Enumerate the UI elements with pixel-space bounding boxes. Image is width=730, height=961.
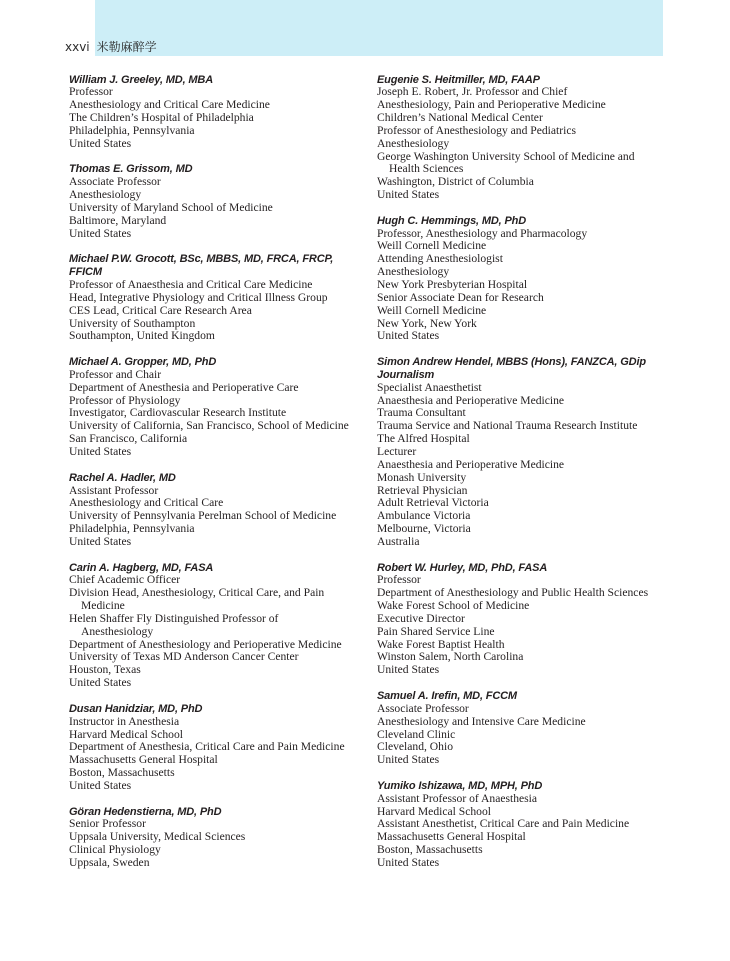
book-title: 米勒麻醉学 bbox=[96, 40, 157, 54]
contributor-affiliation-line: Anaesthesia and Perioperative Medicine bbox=[377, 457, 565, 471]
contributor-affiliation-line: Division Head, Anesthesiology, Critical Care, and Pain bbox=[69, 586, 325, 600]
contributor-affiliation-line: New York Presbyterian Hospital bbox=[377, 278, 528, 291]
contributor-affiliation-line: Anesthesiology and Critical Care bbox=[69, 496, 224, 510]
contributor-affiliation-line: San Francisco, California bbox=[69, 432, 188, 446]
contributor-affiliation-line: Senior Professor bbox=[69, 817, 146, 831]
contributor-entry bbox=[377, 356, 648, 549]
contributor-affiliation-line: Anesthesiology bbox=[377, 136, 450, 150]
contributor-entry bbox=[69, 806, 349, 870]
contributor-entry bbox=[377, 215, 648, 343]
contributor-affiliation-line: Department of Anesthesia and Perioperative Care bbox=[69, 380, 299, 394]
contributors-left-column bbox=[69, 74, 349, 883]
contributor-name: Dusan Hanidziar, MD, PhD bbox=[69, 702, 203, 715]
contributor-affiliation-line: Philadelphia, Pennsylvania bbox=[69, 123, 195, 137]
contributor-name: Simon Andrew Hendel, MBBS (Hons), FANZCA, GDip bbox=[377, 356, 646, 369]
contributor-affiliation-line: Ambulance Victoria bbox=[377, 509, 471, 523]
contributor-name: Thomas E. Grissom, MD bbox=[69, 163, 193, 176]
contributor-affiliation-line: Adult Retrieval Victoria bbox=[377, 496, 489, 510]
contributor-affiliation-line: Assistant Anesthetist, Critical Care and Pain Medicine bbox=[377, 817, 630, 831]
contributor-affiliation-line: Anesthesiology and Critical Care Medicine bbox=[69, 98, 270, 112]
contributor-affiliation-line: Professor, Anesthesiology and Pharmacology bbox=[377, 226, 588, 240]
contributor-entry bbox=[377, 74, 648, 202]
contributor-affiliation-line: Department of Anesthesiology and Perioperative Medicine bbox=[69, 637, 342, 651]
contributor-affiliation-line: Anesthesiology bbox=[81, 624, 154, 638]
contributor-entry bbox=[377, 690, 648, 767]
contributor-affiliation-line: Uppsala University, Medical Sciences bbox=[69, 830, 246, 844]
contributor-affiliation-line: Winston Salem, North Carolina bbox=[377, 650, 524, 664]
contributor-affiliation-line: Anesthesiology bbox=[69, 188, 142, 202]
contributor-affiliation-line: Baltimore, Maryland bbox=[69, 213, 167, 227]
contributor-affiliation-line: Cleveland Clinic bbox=[377, 727, 456, 741]
contributor-affiliation-line: United States bbox=[69, 136, 132, 150]
contributor-affiliation-line: Anesthesiology bbox=[377, 265, 450, 279]
contributor-affiliation-line: Professor of Anaesthesia and Critical Care Medicine bbox=[69, 278, 313, 291]
contributor-affiliation-line: Weill Cornell Medicine bbox=[377, 303, 487, 317]
contributor-affiliation-line: Joseph E. Robert, Jr. Professor and Chief bbox=[377, 85, 568, 99]
contributor-affiliation-line: Pain Shared Service Line bbox=[377, 624, 495, 638]
contributor-affiliation-line: University of Southampton bbox=[69, 316, 196, 330]
contributor-affiliation-line: Attending Anesthesiologist bbox=[377, 252, 503, 266]
contributor-affiliation-line: Cleveland, Ohio bbox=[377, 740, 453, 754]
contributor-affiliation-line: Massachusetts General Hospital bbox=[69, 753, 218, 767]
contributor-entry bbox=[69, 74, 349, 151]
contributor-affiliation-line: Houston, Texas bbox=[69, 663, 141, 677]
contributor-affiliation-line: Monash University bbox=[377, 470, 467, 484]
contributor-name: Robert W. Hurley, MD, PhD, FASA bbox=[377, 561, 548, 574]
contributor-affiliation-line: University of Texas MD Anderson Cancer Center bbox=[69, 650, 299, 664]
contributor-affiliation-line: Senior Associate Dean for Research bbox=[377, 290, 544, 304]
contributor-entry bbox=[69, 472, 349, 549]
contributor-affiliation-line: The Children’s Hospital of Philadelphia bbox=[69, 111, 254, 125]
contributor-affiliation-line: United States bbox=[69, 444, 132, 458]
contributor-entry bbox=[69, 356, 349, 459]
contributor-name: FFICM bbox=[69, 266, 102, 279]
contributor-affiliation-line: Harvard Medical School bbox=[69, 727, 183, 741]
contributor-entry bbox=[377, 780, 648, 870]
contributor-affiliation-line: United States bbox=[377, 329, 440, 343]
contributor-affiliation-line: Associate Professor bbox=[69, 175, 161, 189]
contributor-name: Journalism bbox=[377, 368, 435, 381]
contributor-affiliation-line: Harvard Medical School bbox=[377, 804, 491, 818]
contributor-entry bbox=[69, 253, 349, 343]
contributor-affiliation-line: Boston, Massachusetts bbox=[377, 843, 483, 857]
contributor-affiliation-line: United States bbox=[69, 534, 132, 548]
contributor-affiliation-line: Children’s National Medical Center bbox=[377, 111, 543, 125]
contributor-affiliation-line: Anesthesiology and Intensive Care Medicine bbox=[377, 714, 586, 728]
contributor-entry bbox=[69, 562, 349, 690]
running-header bbox=[65, 39, 157, 55]
contributor-name: Göran Hedenstierna, MD, PhD bbox=[69, 805, 222, 818]
contributor-affiliation-line: Uppsala, Sweden bbox=[69, 855, 150, 869]
contributor-affiliation-line: Trauma Service and National Trauma Research Institute bbox=[377, 419, 638, 433]
contributor-affiliation-line: Assistant Professor of Anaesthesia bbox=[377, 791, 538, 805]
contributor-affiliation-line: United States bbox=[377, 663, 440, 677]
contributor-name: Eugenie S. Heitmiller, MD, FAAP bbox=[377, 73, 540, 86]
page-number: xxvi bbox=[65, 40, 90, 54]
contributor-affiliation-line: United States bbox=[69, 676, 132, 690]
contributor-affiliation-line: CES Lead, Critical Care Research Area bbox=[69, 303, 252, 317]
contributor-affiliation-line: Professor bbox=[377, 573, 421, 587]
contributor-affiliation-line: Specialist Anaesthetist bbox=[377, 380, 482, 394]
contributor-affiliation-line: Melbourne, Victoria bbox=[377, 522, 471, 536]
contributor-affiliation-line: United States bbox=[377, 753, 440, 767]
contributor-affiliation-line: Weill Cornell Medicine bbox=[377, 239, 487, 253]
contributor-affiliation-line: Investigator, Cardiovascular Research Institute bbox=[69, 406, 287, 420]
contributor-affiliation-line: Boston, Massachusetts bbox=[69, 766, 175, 780]
contributor-affiliation-line: Medicine bbox=[81, 599, 125, 613]
contributor-affiliation-line: Professor and Chair bbox=[69, 367, 162, 381]
contributor-affiliation-line: Professor of Physiology bbox=[69, 393, 181, 407]
contributor-affiliation-line: Chief Academic Officer bbox=[69, 573, 181, 587]
contributor-affiliation-line: Clinical Physiology bbox=[69, 843, 161, 857]
contributor-affiliation-line: The Alfred Hospital bbox=[377, 432, 470, 446]
contributor-affiliation-line: Anaesthesia and Perioperative Medicine bbox=[377, 393, 565, 407]
contributor-entry bbox=[377, 562, 648, 678]
contributor-name: Carin A. Hagberg, MD, FASA bbox=[69, 561, 214, 574]
contributor-affiliation-line: United States bbox=[377, 188, 440, 202]
contributor-name: Yumiko Ishizawa, MD, MPH, PhD bbox=[377, 779, 543, 792]
contributor-entry bbox=[69, 703, 349, 793]
contributor-affiliation-line: Department of Anesthesia, Critical Care and Pain Medicine bbox=[69, 740, 345, 754]
contributor-name: Michael P.W. Grocott, BSc, MBBS, MD, FRCA, FRCP, bbox=[69, 253, 334, 266]
contributors-right-column bbox=[377, 74, 648, 883]
contributor-affiliation-line: Anesthesiology, Pain and Perioperative Medicine bbox=[377, 98, 606, 112]
contributor-name: Michael A. Gropper, MD, PhD bbox=[69, 356, 217, 369]
contributor-name: Hugh C. Hemmings, MD, PhD bbox=[377, 214, 527, 227]
contributor-affiliation-line: Australia bbox=[377, 534, 420, 548]
contributor-affiliation-line: Wake Forest School of Medicine bbox=[377, 599, 530, 613]
contributor-affiliation-line: Associate Professor bbox=[377, 701, 469, 715]
contributor-affiliation-line: Massachusetts General Hospital bbox=[377, 830, 526, 844]
contributor-affiliation-line: Philadelphia, Pennsylvania bbox=[69, 522, 195, 536]
contributor-affiliation-line: Helen Shaffer Fly Distinguished Professor of bbox=[69, 611, 279, 625]
contributor-affiliation-line: United States bbox=[69, 778, 132, 792]
contributor-affiliation-line: United States bbox=[69, 226, 132, 240]
contributor-affiliation-line: Trauma Consultant bbox=[377, 406, 466, 420]
contributor-name: Rachel A. Hadler, MD bbox=[69, 471, 176, 484]
contributor-affiliation-line: University of Maryland School of Medicine bbox=[69, 200, 273, 214]
contributor-affiliation-line: Department of Anesthesiology and Public Health Sciences bbox=[377, 586, 649, 600]
contributor-affiliation-line: Wake Forest Baptist Health bbox=[377, 637, 505, 651]
contributor-entry bbox=[69, 163, 349, 240]
contributor-affiliation-line: Professor of Anesthesiology and Pediatrics bbox=[377, 123, 576, 137]
header-band bbox=[95, 0, 663, 56]
contributor-affiliation-line: University of California, San Francisco, School of Medicine bbox=[69, 419, 349, 433]
contributor-affiliation-line: Retrieval Physician bbox=[377, 483, 468, 497]
contributor-name: Samuel A. Irefin, MD, FCCM bbox=[377, 690, 517, 702]
contributor-affiliation-line: Professor bbox=[69, 85, 113, 99]
contributor-affiliation-line: Southampton, United Kingdom bbox=[69, 329, 215, 343]
contributor-affiliation-line: Head, Integrative Physiology and Critical Illness Group bbox=[69, 290, 328, 304]
contributor-affiliation-line: Assistant Professor bbox=[69, 483, 159, 497]
contributor-affiliation-line: Health Sciences bbox=[389, 162, 464, 176]
contributor-affiliation-line: United States bbox=[377, 855, 440, 869]
contributor-affiliation-line: Instructor in Anesthesia bbox=[69, 714, 180, 728]
contributor-affiliation-line: New York, New York bbox=[377, 316, 477, 330]
contributor-affiliation-line: George Washington University School of Medicine and bbox=[377, 149, 635, 163]
contributor-affiliation-line: Lecturer bbox=[377, 444, 417, 458]
contributor-affiliation-line: Washington, District of Columbia bbox=[377, 175, 534, 189]
contributor-affiliation-line: Executive Director bbox=[377, 611, 465, 625]
contributor-affiliation-line: University of Pennsylvania Perelman School of Medicine bbox=[69, 509, 337, 523]
contributor-name: William J. Greeley, MD, MBA bbox=[69, 73, 213, 86]
